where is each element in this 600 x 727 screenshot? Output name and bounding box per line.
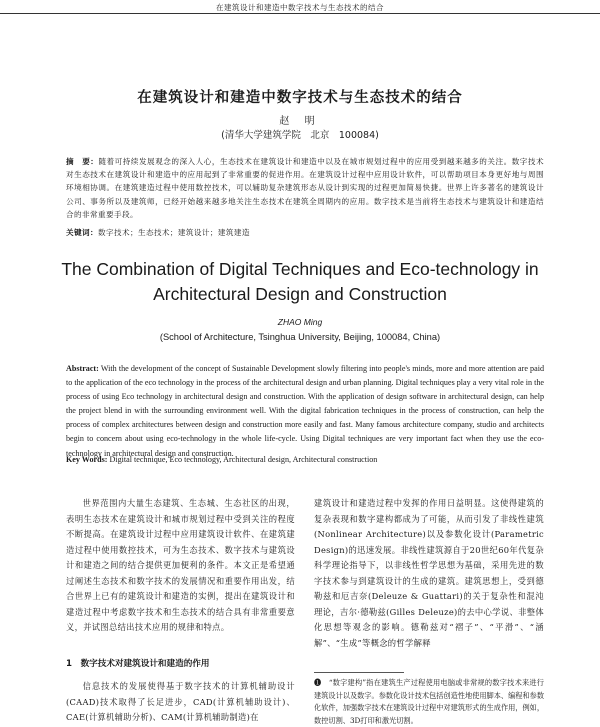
english-abstract-label: Abstract:: [66, 364, 99, 373]
chinese-abstract-text: 随着可持续发展观念的深入人心，生态技术在建筑设计和建造中以及在城市规划过程中的应用受到越来越多的关注。数字技术对生态技术在建筑设计和建造中的应用起到了非常重要的促进作用。在建筑设计过程中应用设计软件，可以帮助项目本身更好地与周围环境相协调。在建筑建造过程中使用数控技术，可以辅助复杂建筑形态从设计到实现的过程更加简易快捷。世界上许多著名的建筑设计公司、事务所以及建筑师，已经开始越来越多地关注生态技术在建筑全周期内的应用。数字技术是当前将生态技术与建筑设计和建造结合的非常重要手段。: [66, 157, 544, 219]
english-title: The Combination of Digital Techniques and Eco-technology in Architectural Design and Construction: [61, 259, 539, 304]
english-affiliation: (School of Architecture, Tsinghua University, Beijing, 100084, China): [159, 332, 441, 342]
english-abstract: [66, 362, 544, 461]
chinese-keywords: [66, 227, 544, 238]
running-header: 在建筑设计和建造中数字技术与生态技术的结合: [216, 3, 384, 12]
chinese-abstract: [66, 155, 544, 221]
chinese-abstract-label: 摘 要：: [66, 157, 99, 166]
english-author: ZHAO Ming: [277, 317, 323, 327]
footnote: ❶ “数字建构”指在建筑生产过程使用电脑或非常规的数字技术来进行建筑设计以及数字。参数化设计技术包括创造性地使用脚本、编程和参数化软件，加强数字技术在建筑设计过程中对建筑形式的生成作用，例如，数控切割、3D打印和激光切割。: [314, 678, 545, 725]
english-keywords-label: Key Words:: [66, 455, 108, 464]
chinese-title: 在建筑设计和建造中数字技术与生态技术的结合: [137, 90, 463, 106]
chinese-keywords-text: 数字技术；生态技术；建筑设计；建筑建造: [97, 228, 250, 237]
body-paragraph-intro: 世界范围内大量生态建筑、生态城、生态社区的出现，表明生态技术在建筑设计和城市规划过程中受到关注的程度不断提高。在建筑设计过程中应用建筑设计软件、在建筑建造过程中使用数控技术，可为生态技术、数字技术与建筑设计和建造之间的结合提供更加便利的条件。本文正是希望通过阐述生态技术和数字技术的发展情况和重要作用出发，结合世界上已有的建筑设计和建造的实例，提出在建筑设计和建造过程中考虑数字技术和生态技术的结合具有非常重要意义，并试图总结出技术应用的规律和特点。: [66, 498, 295, 632]
chinese-affiliation: (清华大学建筑学院 北京 100084): [221, 130, 379, 141]
english-abstract-text: With the development of the concept of Sustainable Development slowly filtering into people's minds, more and more attention are paid to the application of the eco technology in the process of the architectural design and urban planning. Digital techniques play a very vital role in the process of using Eco technology in architectural design and construction. With the application of design software in architectural design, can help the project blend in with the surrounding environment well. With the digital fabrication techniques in the process of construction, can help the process of complex architectures between design and construction more easily and fast. Many famous architecture company, studio and architects begin to concern about using eco-technology in the whole life-cycle. Using Digital techniques are very important fact when they use the eco-technology in architectural design and construction.: [66, 364, 544, 458]
chinese-keywords-label: 关键词：: [66, 228, 98, 237]
english-keywords: [66, 455, 544, 464]
body-right-column: [314, 496, 544, 651]
section-heading: 1 数字技术对建筑设计和建造的作用: [66, 659, 210, 669]
body-paragraph-right: 建筑设计和建造过程中发挥的作用日益明显。这使得建筑的复杂表现和数字建构都成为了可能，从而引发了非线性建筑(Nonlinear Architecture)以及参数化设计(Parametric Design)的迅速发展。非线性建筑源自于20世纪60年代复杂科学理论指导下，以非线性哲学思想为基础，采用先进的数字技术参与到建筑设计的生成的建筑。建筑思想上，受到德勒兹和厄吉奈(Deleuze & Guattari)的关于复杂性和混沌理论，吉尔·德勒兹(Gilles Deleuze)的去中心学说、非整体化思想等观念的影响。德勒兹对“褶子”、“平滑”、“涵解”、“生成”等概念的哲学解释: [314, 498, 544, 648]
body-left-column: [66, 496, 295, 636]
body-left-column-2: [66, 679, 295, 726]
chinese-author: 赵 明: [279, 116, 321, 127]
english-keywords-text: Digital technique, Eco technology, Architectural design, Architectural construction: [109, 455, 378, 464]
header-rule: [0, 13, 600, 14]
body-paragraph-section1: 信息技术的发展使得基于数字技术的计算机辅助设计(CAAD)技术取得了长足进步，CAD(计算机辅助设计)、CAE(计算机辅助分析)、CAM(计算机辅助制造)在: [66, 681, 295, 722]
footnote-rule: [314, 672, 404, 673]
